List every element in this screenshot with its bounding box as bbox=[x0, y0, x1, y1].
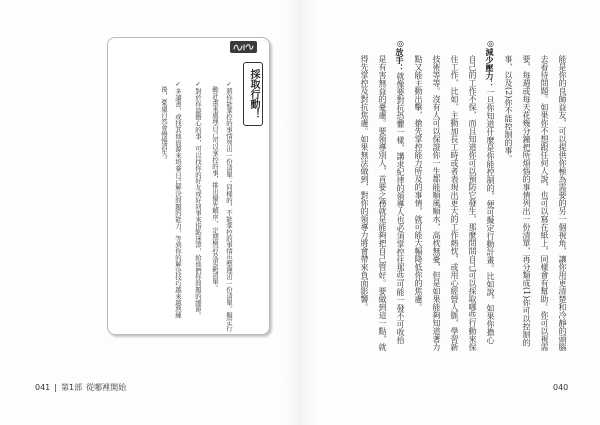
left-page-footer bbox=[35, 383, 130, 393]
footer-separator: | bbox=[54, 383, 57, 392]
card-item-text: 將你能掌控的事情列出一份清單；同樣的，不能掌控的事情也整理出一份清單。擬定行 bbox=[225, 88, 233, 332]
page-gutter bbox=[284, 0, 316, 425]
text-column: 住工作，比如，主動加長工時或者表現出更大的工作熱忱，或用心經營人脈，學習新 bbox=[450, 55, 459, 351]
text-column: 是有害無益的憂慮。要領導別人，首要之務就是能夠把自己管好。要做到這一點，就 bbox=[378, 55, 387, 351]
bullet-label: 放手： bbox=[395, 48, 405, 72]
bullet-icon: ◎ bbox=[486, 39, 495, 48]
text-column: 要，每週或每天花幾分鐘把所煩惱的事情列出一份清單，再分類成(1)你可以控制的 bbox=[522, 55, 531, 347]
text-column: 自己的工作不保，而且知道你可以預防它發生，那麼問問自己可以採取哪些行動來保 bbox=[468, 55, 477, 351]
text-run: 一旦你知道什麼是你能控制的，便可擬定行動計畫。比如說，如果你擔心 bbox=[486, 88, 495, 344]
card-item-column bbox=[194, 80, 202, 318]
right-page-footer bbox=[553, 383, 572, 393]
bullet-column bbox=[395, 39, 405, 344]
bullet-column bbox=[485, 39, 495, 344]
checkmark-icon: ✓ bbox=[174, 80, 182, 88]
text-column: 能是你的良師益友，可以提供你極為需要的另一個視角，讓你用更清楚和冷靜的頭腦 bbox=[558, 55, 567, 351]
bullet-label: 減少壓力： bbox=[485, 48, 495, 88]
text-run: 就像要對抗恐懼一樣，講求紀律的領導人也必須掌控住那些可能一發不可收拾 bbox=[396, 72, 405, 344]
card-title: 採取行動！ bbox=[243, 62, 263, 126]
page-number: 041 bbox=[35, 383, 51, 392]
part-label: 第1部 bbox=[60, 383, 83, 392]
text-column: 去看待問題。如果你不想跟任何人說，也可以寫在紙上，同樣會有幫助。你可以視需 bbox=[540, 55, 549, 351]
card-item-text: 對於你最擔心的事，可以找你的好友或好同事來指點迷津，給他們你問題的細節。 bbox=[194, 88, 202, 319]
text-column: 事，以及(2)你不能控制的事。 bbox=[504, 55, 513, 163]
text-column: 得先掌控及對抗焦慮。如果無法做到，對你的領導力將會帶來負面影響。 bbox=[360, 55, 369, 311]
card-item-column bbox=[225, 80, 233, 331]
card-item-text: 多讀書，或找其他資源來培養自己解決問題的能力，等到你的解決技巧越來越熟練 bbox=[174, 88, 182, 319]
bullet-icon: ◎ bbox=[396, 39, 405, 48]
note-badge-icon bbox=[230, 41, 257, 53]
checkmark-icon: ✓ bbox=[225, 80, 233, 88]
checkmark-icon: ✓ bbox=[194, 80, 202, 88]
card-item-column: 後，憂慮自然會慢慢消失。 bbox=[160, 86, 168, 163]
chapter-label: 從哪裡開始 bbox=[86, 383, 127, 392]
text-column: 技術等等。沒有人可以保證你一生都能順風順水，高枕無憂，但是如果能夠知道著力 bbox=[432, 55, 441, 351]
page-number: 040 bbox=[553, 383, 569, 392]
card-item-column: 動計畫來處理自己可以掌控的事，排出優先順序，定期檢討及更新清單。 bbox=[211, 86, 219, 291]
text-column: 點又能主動出擊，搶先掌控能力所及的事情，就可能大幅降低你的焦慮。 bbox=[414, 55, 423, 311]
card-item-column bbox=[174, 80, 182, 318]
